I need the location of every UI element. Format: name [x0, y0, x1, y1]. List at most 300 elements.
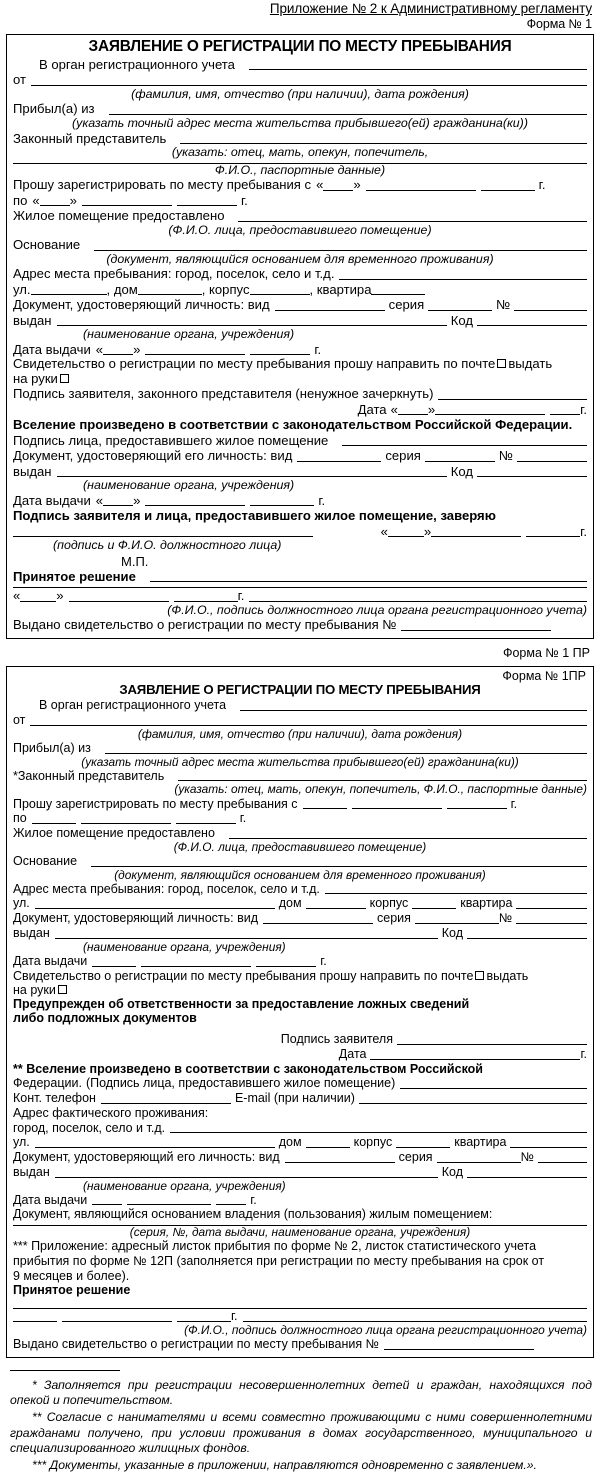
f2-year-suffix-5: г.: [250, 1192, 257, 1207]
f2-basis-label: Основание: [13, 853, 78, 868]
applicant-date-year-input[interactable]: [550, 414, 580, 415]
f2-premises-granted-caption: (Ф.И.О. лица, предоставившего помещение): [173, 839, 427, 854]
form-1-title: ЗАЯВЛЕНИЕ О РЕГИСТРАЦИИ ПО МЕСТУ ПРЕБЫВАНИЯ: [88, 38, 512, 55]
quote-close-2: »: [69, 192, 77, 208]
premises-granted-caption: (Ф.И.О. лица, предоставившего помещение): [168, 222, 432, 237]
f2-registration-body-label: В орган регистрационного учета: [39, 698, 227, 713]
f2-id-number-input[interactable]: [516, 923, 587, 924]
quote-close-6: »: [423, 523, 432, 539]
f2-decision-caption: (Ф.И.О., подпись должностного лица органа регистрационного учета): [184, 1322, 587, 1337]
f2-decision-month-input[interactable]: [62, 1321, 172, 1322]
decision-official-input[interactable]: [249, 601, 587, 602]
until-month-input[interactable]: [82, 205, 172, 206]
f2-deliver-in-hand-checkbox[interactable]: [58, 985, 67, 994]
footnote-3: *** Документы, указанные в приложении, направляются одновременно с заявлением.».: [32, 1457, 537, 1472]
certify-label: Подпись заявителя и лица, предоставившего жилое помещение, заверяю: [13, 508, 496, 524]
form1-occupancy-statement: [13, 417, 587, 432]
until-label: по: [13, 192, 28, 208]
form2-request-row: [13, 797, 587, 812]
form2-warning-row-1: [13, 997, 587, 1012]
occupancy-statement-label: Вселение произведено в соответствии с законодательством Российской Федерации.: [13, 417, 573, 433]
provider-code-label: Код: [450, 463, 473, 479]
quote-close-4: »: [427, 401, 436, 417]
f2-applicant-signature-input[interactable]: [397, 1044, 587, 1045]
basis-caption: (документ, являющийся основанием для временного проживания): [106, 251, 494, 266]
house-input[interactable]: [138, 294, 202, 295]
footnote-divider: [10, 1370, 120, 1371]
f2-series-label: серия: [377, 911, 411, 926]
issue-date-day-input[interactable]: [103, 354, 133, 355]
applicant-signature-label: Подпись заявителя, законного представителя (ненужное зачеркнуть): [13, 386, 434, 402]
form1-arrived-row: [13, 101, 587, 116]
f2-certificate-issued-input[interactable]: [384, 1349, 534, 1350]
f2-occupancy-line-2-bold: Федерации.: [13, 1076, 82, 1091]
f2-issue-month-input[interactable]: [141, 966, 251, 967]
quote-close-3: »: [133, 341, 141, 357]
issue-date-month-input[interactable]: [145, 354, 245, 355]
f2-email-input[interactable]: [359, 1103, 587, 1104]
id-doc-number-input[interactable]: [514, 310, 587, 311]
f2-provider-issue-day-input[interactable]: [92, 1204, 122, 1205]
decision-month-input[interactable]: [69, 601, 169, 602]
f2-date-label: Дата: [338, 1046, 367, 1061]
f2-phone-label: Конт. телефон: [13, 1091, 96, 1106]
f2-request-day-input[interactable]: [303, 808, 347, 809]
f2-legal-rep-input[interactable]: [178, 780, 587, 781]
provider-signature-input[interactable]: [342, 445, 587, 446]
from-label: от: [13, 72, 26, 88]
f2-deliver-by-mail-checkbox[interactable]: [475, 971, 484, 980]
document-header: [6, 0, 594, 31]
quote-open-4: «: [390, 401, 398, 417]
form2-registration-body-row: [13, 698, 587, 713]
f2-until-label: по: [13, 811, 27, 826]
f2-provider-issuer-caption: (наименование органа, учреждения): [83, 1178, 286, 1193]
applicant-signature-input[interactable]: [438, 399, 587, 400]
f2-provider-issue-month-input[interactable]: [127, 1204, 211, 1205]
form2-provider-issued-row: [13, 1165, 587, 1180]
f2-year-suffix-4: г.: [580, 1046, 587, 1061]
until-year-input[interactable]: [177, 205, 237, 206]
f2-provider-number-label: №: [520, 1150, 534, 1165]
f2-provider-issued-label: выдан: [13, 1164, 50, 1179]
form2-until-row: [13, 811, 587, 826]
arrived-from-caption: (указать точный адрес места жительства прибывшего(ей) гражданина(ки)): [72, 115, 528, 130]
f2-number-label: №: [498, 911, 513, 926]
f2-provider-issued-input[interactable]: [55, 1177, 438, 1178]
certify-month-input[interactable]: [431, 536, 521, 537]
f2-building-input[interactable]: [412, 908, 456, 909]
provider-issue-date-label: Дата выдачи: [13, 492, 91, 508]
f2-attachment-line-3: 9 месяцев и более).: [13, 1268, 130, 1283]
issued-label: выдан: [13, 312, 52, 328]
f2-arrived-from-label: Прибыл(а) из: [13, 740, 91, 755]
f2-legal-rep-caption: (указать: отец, мать, опекун, попечитель, Ф.И.О., паспортные данные): [174, 782, 587, 797]
form2-actual-address-row: [13, 1106, 587, 1121]
f2-provider-id-series-input[interactable]: [437, 1162, 521, 1163]
f2-premises-granted-label: Жилое помещение предоставлено: [13, 826, 215, 841]
footnotes: [10, 1370, 592, 1474]
f2-actual-address-label: Адрес фактического проживания:: [13, 1105, 209, 1120]
f2-year-suffix-1: г.: [510, 796, 518, 811]
form2-applicant-date-row: [13, 1047, 587, 1062]
form-1: [6, 34, 594, 639]
f2-actual-street-label: ул.: [13, 1135, 30, 1150]
form1-premises-row: [13, 208, 587, 223]
quote-close-5: »: [133, 492, 141, 508]
form2-attachment-row-1: [13, 1239, 587, 1254]
f2-decision-official-input[interactable]: [243, 1321, 587, 1322]
from-input[interactable]: [31, 85, 587, 86]
seal-label: М.П.: [121, 553, 149, 569]
quote-open: «: [316, 177, 324, 193]
form2-premises-row: [13, 826, 587, 841]
f2-year-suffix-3: г.: [320, 953, 327, 968]
form2-warning-row-2: [13, 1011, 587, 1026]
year-suffix-7: г.: [237, 588, 245, 604]
provider-code-input[interactable]: [477, 476, 587, 477]
form1-certificate-inhand-row: [13, 372, 587, 387]
form2-ownership-doc-row: [13, 1207, 587, 1222]
id-doc-series-input[interactable]: [428, 310, 492, 311]
provider-issuer-caption: (наименование органа, учреждения): [83, 478, 295, 493]
year-suffix-6: г.: [580, 523, 587, 539]
f2-arrived-from-caption: (указать точный адрес места жительства прибывшего(ей) гражданина(ки)): [81, 754, 519, 769]
basis-input[interactable]: [94, 250, 587, 251]
number-label: №: [496, 297, 511, 313]
f2-street-input[interactable]: [35, 908, 275, 909]
deliver-in-hand-checkbox[interactable]: [60, 374, 69, 383]
provider-id-number-input[interactable]: [517, 461, 587, 462]
certify-year-input[interactable]: [526, 536, 580, 537]
address-input[interactable]: [339, 279, 587, 280]
f2-request-year-input[interactable]: [447, 808, 507, 809]
from-caption: (фамилия, имя, отчество (при наличии), дата рождения): [131, 86, 469, 101]
quote-open-5: «: [95, 492, 104, 508]
quote-close-7: »: [56, 588, 64, 604]
form1-from-row: [13, 72, 587, 87]
form2-city-row: [13, 1121, 587, 1136]
f2-attachment-line-2: прибытия по форме № 12П (заполняется при регистрации по месту пребывания на срок от: [13, 1253, 545, 1268]
form1-until-row: [13, 193, 587, 208]
form1-registration-body-row: [13, 57, 587, 72]
f2-registration-body-input[interactable]: [240, 710, 587, 711]
provider-id-doc-type-input[interactable]: [297, 461, 381, 462]
between-forms-label: Форма № 1 ПР: [502, 645, 590, 660]
f2-until-year-input[interactable]: [176, 823, 236, 824]
issue-date-label: Дата выдачи: [13, 341, 91, 357]
f2-provider-code-label: Код: [441, 1164, 463, 1179]
certificate-issued-input[interactable]: [401, 630, 551, 631]
certificate-issued-label: Выдано свидетельство о регистрации по месту пребывания №: [13, 617, 397, 633]
f2-legal-rep-label: *Законный представитель: [13, 768, 165, 783]
f2-code-input[interactable]: [467, 938, 587, 939]
decision-input[interactable]: [150, 581, 587, 582]
f2-id-doc-label: Документ, удостоверяющий личность: вид: [13, 911, 259, 926]
f2-decision-label: Принятое решение: [13, 1283, 131, 1298]
form1-provider-issue-date-row: [13, 493, 587, 508]
f2-phone-input[interactable]: [101, 1103, 231, 1104]
form2-occupancy-row-2: [13, 1076, 587, 1091]
request-year-input[interactable]: [481, 190, 535, 191]
f2-issued-input[interactable]: [55, 938, 438, 939]
f2-provider-issue-year-input[interactable]: [216, 1204, 246, 1205]
f2-issue-year-input[interactable]: [256, 966, 316, 967]
request-day-input[interactable]: [323, 190, 353, 191]
form2-occupancy-row-1: [13, 1062, 587, 1077]
f2-until-day-input[interactable]: [32, 823, 76, 824]
footnote-1: * Заполняется при регистрации несовершеннолетних детей и граждан, находящихся под опекой и попечительством.: [10, 1377, 592, 1408]
quote-open-7: «: [13, 588, 21, 604]
f2-applicant-signature-label: Подпись заявителя: [280, 1032, 393, 1047]
building-input[interactable]: [250, 294, 310, 295]
f2-actual-apartment-input[interactable]: [510, 1147, 587, 1148]
f2-provider-code-input[interactable]: [467, 1177, 587, 1178]
f2-certificate-issued-label: Выдано свидетельство о регистрации по месту пребывания №: [13, 1337, 380, 1352]
form2-street-row: [13, 896, 587, 911]
f2-id-series-input[interactable]: [415, 923, 499, 924]
warning-line-1: Предупрежден об ответственности за предоставление ложных сведений: [13, 996, 470, 1011]
premises-granted-label: Жилое помещение предоставлено: [13, 208, 225, 224]
house-label: , дом: [106, 281, 138, 297]
basis-label: Основание: [13, 237, 81, 253]
f2-issue-day-input[interactable]: [92, 966, 136, 967]
footnote-2: ** Согласие с нанимателями и всеми совместно проживающими с ними совершеннолетними гражданами получено, при условии проживания в домах государственного, муниципального и специализированного жилищных фондов.: [10, 1410, 592, 1456]
f2-from-input[interactable]: [30, 725, 587, 726]
id-doc-label: Документ, удостоверяющий личность: вид: [13, 297, 270, 313]
form1-decision-row: [13, 569, 587, 584]
f2-certificate-delivery-label: Свидетельство о регистрации по месту пребывания прошу направить по почте: [13, 968, 474, 983]
f2-decision-day-input[interactable]: [13, 1321, 57, 1322]
legal-rep-caption-1: (указать: отец, мать, опекун, попечитель,: [171, 144, 429, 159]
issued-input[interactable]: [57, 325, 447, 326]
form1-certify-row: [13, 508, 587, 523]
provider-number-label: №: [498, 448, 513, 464]
request-label: Прошу зарегистрировать по месту пребывания с: [13, 177, 312, 193]
request-month-input[interactable]: [366, 190, 476, 191]
f2-actual-building-label: корпус: [353, 1135, 393, 1150]
street-label: ул.: [13, 281, 31, 297]
form1-certificate-delivery-row: [13, 357, 587, 372]
decision-day-input[interactable]: [20, 601, 56, 602]
form1-issue-date-row: [13, 342, 587, 357]
deliver-by-mail-checkbox[interactable]: [497, 359, 506, 368]
year-suffix-1: г.: [538, 177, 546, 193]
form2-attachment-row-3: [13, 1269, 587, 1284]
provider-issue-day-input[interactable]: [103, 505, 133, 506]
f2-issuer-caption: (наименование органа, учреждения): [83, 939, 286, 954]
form2-applicant-signature-row: [13, 1032, 587, 1047]
form1-provider-issued-row: [13, 464, 587, 479]
until-day-input[interactable]: [40, 205, 70, 206]
f2-provider-id-doc-label: Документ, удостоверяющий его личность: вид: [13, 1150, 280, 1165]
id-doc-type-input[interactable]: [275, 310, 385, 311]
form1-legal-rep-row: [13, 131, 587, 146]
f2-ownership-doc-label: Документ, являющийся основанием владения (пользования) жилым помещением:: [13, 1207, 493, 1222]
f2-year-suffix-2: г.: [239, 811, 247, 826]
f2-request-month-input[interactable]: [352, 808, 442, 809]
registration-body-input[interactable]: [249, 69, 587, 70]
applicant-date-month-input[interactable]: [435, 414, 545, 415]
certify-day-input[interactable]: [388, 536, 424, 537]
f2-attachment-line-1: *** Приложение: адресный листок прибытия по форме № 2, листок статистического учета: [13, 1239, 537, 1254]
applicant-date-day-input[interactable]: [398, 414, 428, 415]
apartment-label: , квартира: [309, 281, 372, 297]
form1-applicant-date-row: [13, 402, 587, 417]
apartment-input[interactable]: [371, 294, 425, 295]
f2-issue-date-label: Дата выдачи: [13, 953, 88, 968]
code-label: Код: [450, 312, 473, 328]
legal-rep-input[interactable]: [180, 143, 587, 144]
form1-street-row: [13, 282, 587, 297]
premises-granted-input[interactable]: [238, 221, 587, 222]
f2-issued-label: выдан: [13, 925, 50, 940]
f2-provider-signature-input[interactable]: [400, 1088, 587, 1089]
f2-house-input[interactable]: [306, 908, 366, 909]
f2-until-month-input[interactable]: [81, 823, 171, 824]
form2-attachment-row-2: [13, 1254, 587, 1269]
form1-issued-row: [13, 313, 587, 328]
f2-house-label: дом: [278, 896, 302, 911]
f2-provider-issue-date-label: Дата выдачи: [13, 1192, 88, 1207]
arrived-from-label: Прибыл(а) из: [13, 101, 95, 117]
decision-label: Принятое решение: [13, 568, 136, 584]
form2-certificate-delivery-row: [13, 969, 587, 983]
f2-year-suffix-6: г.: [231, 1309, 238, 1324]
decision-year-input[interactable]: [174, 601, 238, 602]
f2-occupancy-line-2-rest: (Подпись лица, предоставившего жилое помещение): [85, 1076, 396, 1091]
provider-issue-month-input[interactable]: [145, 505, 245, 506]
f2-building-label: корпус: [369, 896, 409, 911]
provider-id-doc-label: Документ, удостоверяющий его личность: вид: [13, 448, 293, 464]
f2-email-label: E-mail (при наличии): [234, 1091, 355, 1106]
building-label: , корпус: [201, 281, 250, 297]
provider-signature-label: Подпись лица, предоставившего жилое помещение: [13, 432, 329, 448]
f2-basis-caption: (документ, являющийся основанием для временного проживания): [114, 867, 486, 882]
f2-provider-id-number-input[interactable]: [538, 1162, 587, 1163]
form1-request-row: [13, 177, 587, 192]
year-suffix-2: г.: [240, 192, 248, 208]
legal-rep-caption-2: Ф.И.О., паспортные данные): [214, 162, 386, 177]
appendix-title: Приложение № 2 к Административному регламенту: [269, 1, 592, 16]
warning-line-2: либо подложных документов: [13, 1011, 197, 1026]
form2-actual-street-row: [13, 1135, 587, 1150]
form1-official-signature-row: [13, 524, 587, 539]
f2-apartment-input[interactable]: [516, 908, 587, 909]
form-2: [6, 666, 594, 1358]
form2-legal-rep-row: [13, 769, 587, 784]
form2-provider-issue-date-row: [13, 1193, 587, 1208]
quote-open-6: «: [380, 523, 388, 539]
provider-id-series-input[interactable]: [425, 461, 495, 462]
form-2-number-label: Форма № 1ПР: [502, 668, 586, 683]
f2-address-input[interactable]: [325, 893, 587, 894]
f2-actual-apartment-label: квартира: [454, 1135, 507, 1150]
issue-date-year-input[interactable]: [250, 354, 310, 355]
form2-decision-date-row: [13, 1309, 587, 1324]
provider-series-label: серия: [385, 448, 421, 464]
provider-issued-label: выдан: [13, 463, 52, 479]
f2-code-label: Код: [441, 925, 463, 940]
form1-provider-id-doc-row: [13, 448, 587, 463]
form2-issue-date-row: [13, 954, 587, 969]
registration-body-label: В орган регистрационного учета: [39, 56, 235, 72]
f2-decision-year-input[interactable]: [177, 1321, 231, 1322]
f2-actual-house-label: дом: [278, 1135, 302, 1150]
form2-certificate-issued-row: [13, 1337, 587, 1352]
arrived-from-input[interactable]: [109, 114, 587, 115]
year-suffix-4: г.: [580, 401, 587, 417]
provider-issued-input[interactable]: [57, 476, 447, 477]
f2-from-caption: (фамилия, имя, отчество (при наличии), дата рождения): [137, 726, 463, 741]
official-caption: (подпись и Ф.И.О. должностного лица): [53, 538, 282, 552]
f2-id-doc-type-input[interactable]: [263, 923, 373, 924]
form1-id-doc-row: [13, 297, 587, 312]
f2-occupancy-line-1: ** Вселение произведено в соответствии с законодательством Российской: [13, 1061, 483, 1076]
f2-city-label: город, поселок, село и т.д.: [13, 1120, 166, 1135]
f2-provider-series-label: серия: [398, 1150, 433, 1165]
provider-issue-year-input[interactable]: [250, 505, 314, 506]
form2-from-row: [13, 713, 587, 728]
code-input[interactable]: [477, 325, 587, 326]
form2-basis-row: [13, 854, 587, 869]
issuer-caption: (наименование органа, учреждения): [83, 327, 295, 342]
quote-open-3: «: [95, 341, 104, 357]
f2-provider-id-type-input[interactable]: [285, 1162, 395, 1163]
official-signature-input[interactable]: [13, 536, 313, 537]
f2-request-label: Прошу зарегистрировать по месту пребывания с: [13, 796, 298, 811]
form-number-label: Форма № 1: [526, 17, 592, 31]
year-suffix-5: г.: [318, 492, 326, 508]
f2-address-label: Адрес места пребывания: город, поселок, село и т.д.: [13, 881, 320, 896]
form1-provider-signature-row: [13, 433, 587, 448]
f2-arrived-from-input[interactable]: [105, 753, 587, 754]
decision-caption: (Ф.И.О., подпись должностного лица органа регистрационного учета): [167, 602, 587, 617]
form2-arrived-row: [13, 741, 587, 756]
form2-certificate-inhand-row: [13, 983, 587, 997]
form2-id-doc-row: [13, 911, 587, 926]
form1-certificate-issued-row: [13, 617, 587, 632]
date-label: Дата: [357, 401, 387, 417]
form1-decision-date-row: [13, 588, 587, 603]
form-2-title: ЗАЯВЛЕНИЕ О РЕГИСТРАЦИИ ПО МЕСТУ ПРЕБЫВАНИЯ: [119, 681, 481, 697]
f2-city-input[interactable]: [170, 1132, 587, 1133]
f2-actual-house-input[interactable]: [306, 1147, 350, 1148]
form1-basis-row: [13, 237, 587, 252]
f2-actual-street-input[interactable]: [35, 1147, 275, 1148]
form2-phone-row: [13, 1091, 587, 1106]
f2-apartment-label: квартира: [460, 896, 513, 911]
f2-applicant-date-input[interactable]: [370, 1059, 580, 1060]
quote-close: »: [353, 177, 361, 193]
f2-certificate-inhand-label: на руки: [13, 982, 56, 997]
f2-premises-granted-input[interactable]: [229, 838, 587, 839]
form1-applicant-signature-row: [13, 386, 587, 401]
certificate-delivery-label: Свидетельство о регистрации по месту пребывания прошу направить по почте: [13, 356, 496, 372]
street-input[interactable]: [31, 294, 107, 295]
form2-decision-row: [13, 1283, 587, 1298]
form1-address-row: [13, 266, 587, 281]
form2-provider-id-doc-row: [13, 1150, 587, 1165]
series-label: серия: [388, 297, 425, 313]
certificate-deliver-label: выдать: [508, 356, 553, 372]
f2-street-label: ул.: [13, 896, 30, 911]
quote-open-2: «: [32, 192, 40, 208]
f2-certificate-deliver-label: выдать: [486, 968, 529, 983]
f2-actual-building-input[interactable]: [396, 1147, 450, 1148]
form2-address-row: [13, 882, 587, 897]
f2-basis-input[interactable]: [91, 866, 587, 867]
